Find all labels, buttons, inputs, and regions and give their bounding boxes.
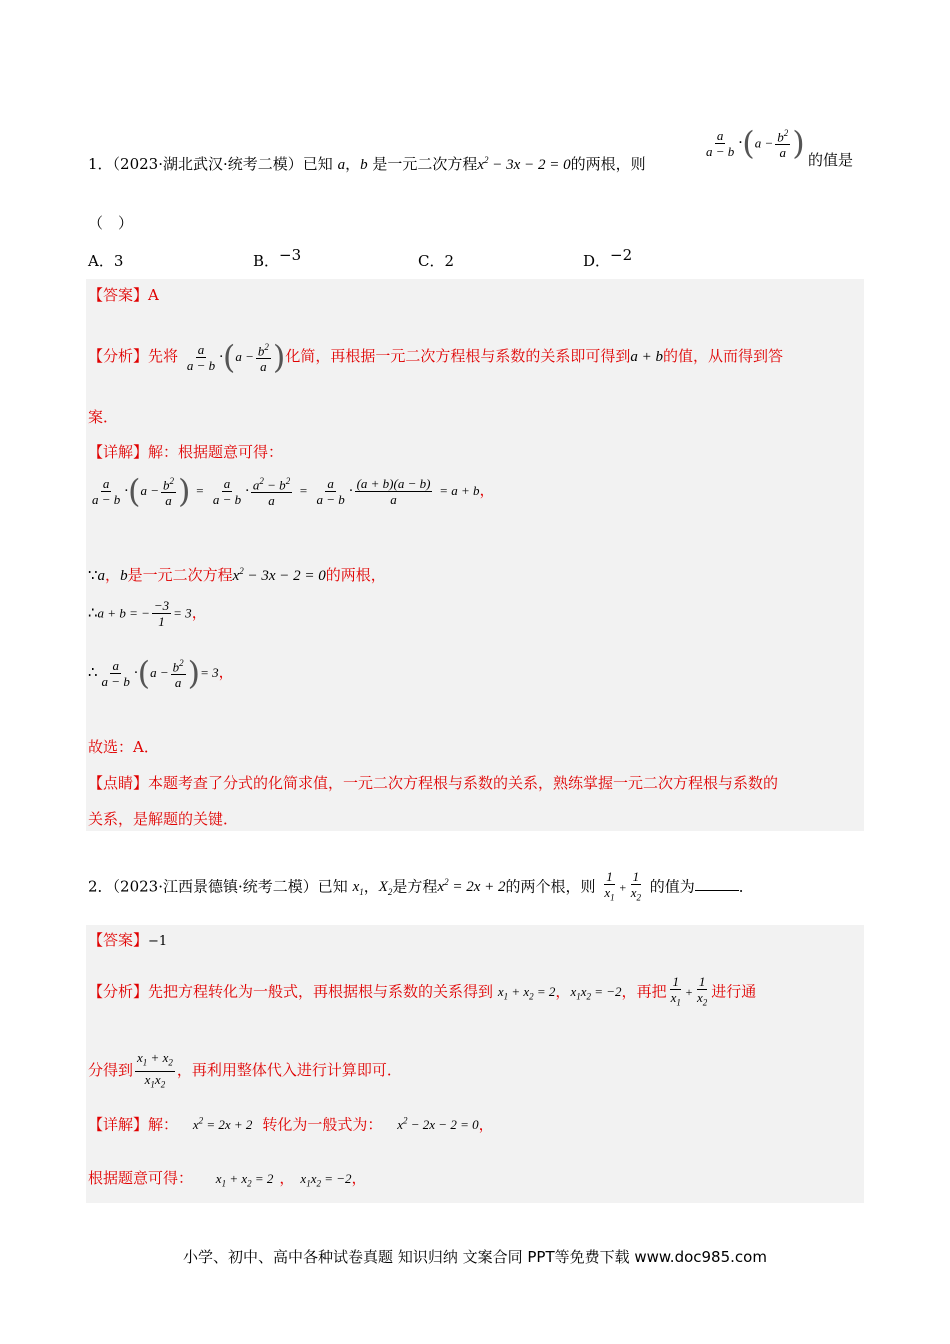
q1-option-a: A．3 bbox=[88, 252, 124, 270]
q1-derivation: $\frac{a}{a - b}$ ·(a − $\frac{b^2}{a}$ ) = $\frac{a}{a - b}$ · $\frac{a^2 - b^2}{a}$ = $\frac{a}{a - b}$ · $\frac{(a + b)(a - b)}{a}$ = a + b， bbox=[92, 472, 495, 511]
q1-option-b: B．−3 bbox=[253, 246, 302, 270]
q2-answer: 【答案】−1 bbox=[88, 931, 168, 949]
q1-result: ∴ $\frac{a}{a - b}$ ·(a − $\frac{b^2}{a}$ )= 3， bbox=[88, 654, 234, 693]
q1-option-d: D．−2 bbox=[583, 246, 633, 270]
q1-analysis: 【分析】先将 $\frac{a}{a - b}$ ·(a − $\frac{b^2}{a}$ )化简，再根据一元二次方程根与系数的关系即可得到a + b的值，从而得到答 bbox=[88, 338, 783, 377]
q1-option-c: C．2 bbox=[418, 252, 455, 270]
q1-comment: 【点睛】本题考查了分式的化简求值，一元二次方程根与系数的关系，熟练掌握一元二次方程根与系数的 bbox=[88, 774, 779, 792]
q1-sum: ∴a + b = − $\frac{-3}{1}$ = 3， bbox=[88, 598, 207, 629]
q2-stem: 2．（2023·江西景德镇·统考二模）已知 $x_1$，$X_2$是方程$x^2 = 2x + 2$的两个根，则 $\frac{1}{x_1}$ + $\frac{1}{x_2}$ 的值为 ． bbox=[88, 869, 754, 903]
q1-comment-cont: 关系，是解题的关键． bbox=[88, 810, 239, 828]
q2-analysis-cont: 分得到 $\frac{x_1 + x_2}{x_1x_2}$ ，再利用整体代入进行计算即可． bbox=[88, 1050, 402, 1090]
q1-blank: （ ） bbox=[88, 214, 134, 232]
q1-analysis-cont: 案． bbox=[88, 408, 119, 426]
q1-detail: 【详解】解：根据题意可得： bbox=[88, 443, 284, 461]
q1-since: ∵a，b是一元二次方程$x^2 - 3x - 2 = 0$的两根， bbox=[88, 566, 386, 584]
q1-stem: 1．（2023·湖北武汉·统考二模）已知 a，b 是一元二次方程$x^2 - 3x - 2 = 0$的两根，则 bbox=[88, 155, 646, 173]
q2-relation: 根据题意可得： $x_1 + x_2 = 2$ ， $x_1x_2 = -2$， bbox=[88, 1169, 367, 1189]
q1-answer: 【答案】A bbox=[88, 286, 159, 304]
q1-stem-tail: 的值是 bbox=[808, 151, 854, 169]
q2-analysis: 【分析】先把方程转化为一般式，再根据根与系数的关系得到 $x_1 + x_2 = 2$，$x_1x_2 = -2$，再把 $\frac{1}{x_1}$ + $\frac{1}{x_2}$ 进行通 bbox=[88, 974, 757, 1008]
q2-detail: 【详解】解： $x^2 = 2x + 2$ 转化为一般式为： $x^2 - 2x - 2 = 0$， bbox=[88, 1115, 494, 1134]
q1-expression: $\frac{a}{a - b}$ ·(a − $\frac{b^2}{a}$ ) bbox=[706, 124, 805, 163]
page-footer: 小学、初中、高中各种试卷真题 知识归纳 文案合同 PPT等免费下载 www.doc985.com bbox=[183, 1248, 767, 1266]
q1-choose: 故选：A． bbox=[88, 738, 159, 756]
